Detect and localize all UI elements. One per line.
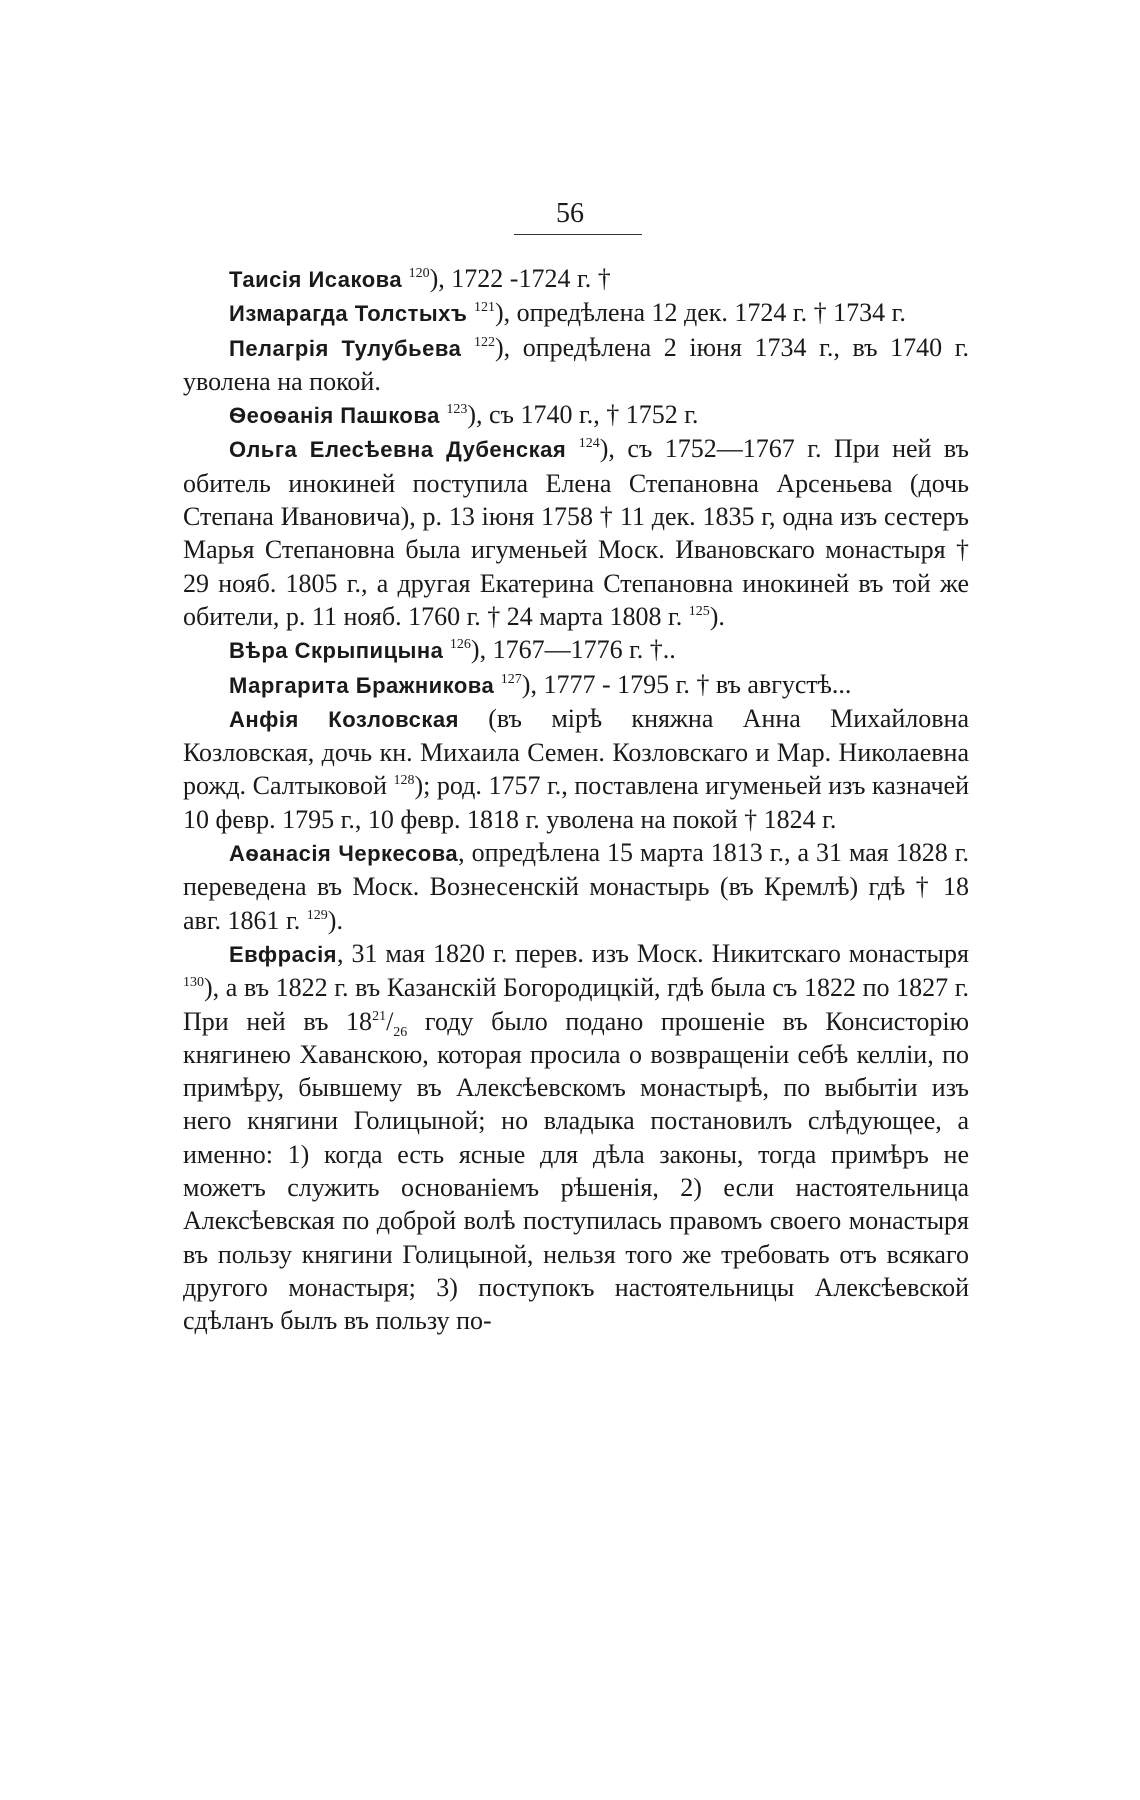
entry-name: Евфрасія <box>229 941 338 967</box>
footnote-ref: 122 <box>473 334 495 350</box>
page-number-rule <box>514 234 642 235</box>
entry-margarita <box>183 668 969 702</box>
entry-text: ), 1777 - 1795 г. † въ августѣ... <box>521 669 852 699</box>
entry-taisia <box>183 262 969 296</box>
entry-name: Ольга Елесѣевна Дубенская <box>229 437 567 463</box>
entry-text: ). <box>327 905 343 935</box>
footnote-ref: 124 <box>578 436 600 452</box>
entry-text: ). <box>709 601 725 631</box>
entry-text: ), опредѣлена 2 іюня 1734 г., въ 1740 г. уволена на покой. <box>183 332 970 396</box>
footnote-ref: 125 <box>688 603 710 619</box>
entry-text: ), а въ 1822 г. въ Казанскій Богородицкій, гдѣ была съ 1822 по 1827 г. При ней въ 18 <box>183 973 969 1036</box>
entry-text: , опредѣлена 15 марта 1813 г., а 31 мая 1828 г. переведена въ Моск. Вознесенскій монастырь (въ Кремлѣ) гдѣ † 18 авг. 1861 г. <box>183 838 969 935</box>
page-number: 56 <box>556 198 584 229</box>
fraction-denominator: 26 <box>393 1024 408 1040</box>
entry-text: году было подано прошеніе въ Консисторію княгинею Хаванскою, которая просила о возвращеніи себѣ келліи, по примѣру, бывшему въ Алексѣевскомъ монастырѣ, по выбытіи изъ него княгини Голицыной; но владыка постановилъ слѣдующее, а именно: 1) когда есть ясные для дѣла законы, тогда примѣръ не можетъ служить основаніемъ рѣшенія, 2) если настоятельница Алексѣевская по доброй волѣ поступилась правомъ своего монастыря въ пользу княгини Голицыной, нельзя того же требовать отъ всякаго другого монастыря; 3) поступокъ настоятельницы Алексѣевской сдѣланъ былъ въ пользу по- <box>183 1006 969 1336</box>
entry-name: Аѳанасія Черкесова <box>229 841 459 867</box>
entry-vera <box>183 633 969 667</box>
entry-olga <box>183 432 969 633</box>
entry-text: (въ мірѣ княжна Анна Михайловна Козловская, дочь кн. Михаила Семен. Козловскаго и Мар. Николаевна рожд. Салтыковой <box>183 703 969 801</box>
entry-izmaragda <box>183 296 969 330</box>
entry-afanasia <box>183 836 969 937</box>
entry-name: Маргарита Бражникова <box>229 672 495 698</box>
fraction-numerator: 21 <box>372 1008 387 1024</box>
entry-feofania <box>183 398 969 432</box>
entry-name: Вѣра Скрыпицына <box>229 638 444 664</box>
entry-evfrasia <box>183 937 969 1338</box>
entry-text: ), опредѣлена 12 дек. 1724 г. † 1734 г. <box>494 298 906 328</box>
footnote-ref: 126 <box>449 637 471 653</box>
entry-name: Измарагда Толстыхъ <box>229 301 468 327</box>
entry-text: ), 1722 -1724 г. † <box>429 264 611 293</box>
entry-text: ), съ 1752—1767 г. При ней въ обитель инокиней поступила Елена Степановна Арсеньева (дочь Степана Ивановича), р. 13 іюня 1758 † 11 дек. 1835 г, одна изъ сестеръ Марья Степановна была игуменьей Моск. Ивановскаго монастыря † 29 нояб. 1805 г., а другая Екатерина Степановна инокиней въ той же обители, р. 11 нояб. 1760 г. † 24 марта 1808 г. <box>183 434 970 631</box>
footnote-ref: 127 <box>500 671 522 687</box>
entry-name: Таисія Исакова <box>229 267 403 292</box>
footnote-ref: 121 <box>473 300 495 316</box>
entry-pelagria <box>183 331 969 399</box>
footnote-ref: 120 <box>408 266 430 281</box>
entry-text: ), 1767—1776 г. †.. <box>470 635 676 665</box>
entry-text: ); род. 1757 г., поставлена игуменьей изъ казначей 10 февр. 1795 г., 10 февр. 1818 г. уволена на покой † 1824 г. <box>183 771 969 834</box>
year-fraction: $^{21}/_{26}$ <box>372 1006 408 1040</box>
entry-text: , 31 мая 1820 г. перев. изъ Моск. Никитскаго монастыря <box>337 938 969 968</box>
footnote-ref: 130 <box>183 975 204 991</box>
footnote-ref: 129 <box>306 907 328 923</box>
entry-name: Пелагрія Тулубьева <box>229 335 462 361</box>
footnote-ref: 123 <box>446 402 468 418</box>
body-text <box>183 262 969 1338</box>
entry-name: Ѳеоѳанія Пашкова <box>229 403 440 429</box>
entry-anfia <box>183 702 969 836</box>
footnote-ref: 128 <box>393 773 415 789</box>
entry-text: ), съ 1740 г., † 1752 г. <box>467 400 699 430</box>
entry-name: Анфія Козловская <box>229 706 459 732</box>
